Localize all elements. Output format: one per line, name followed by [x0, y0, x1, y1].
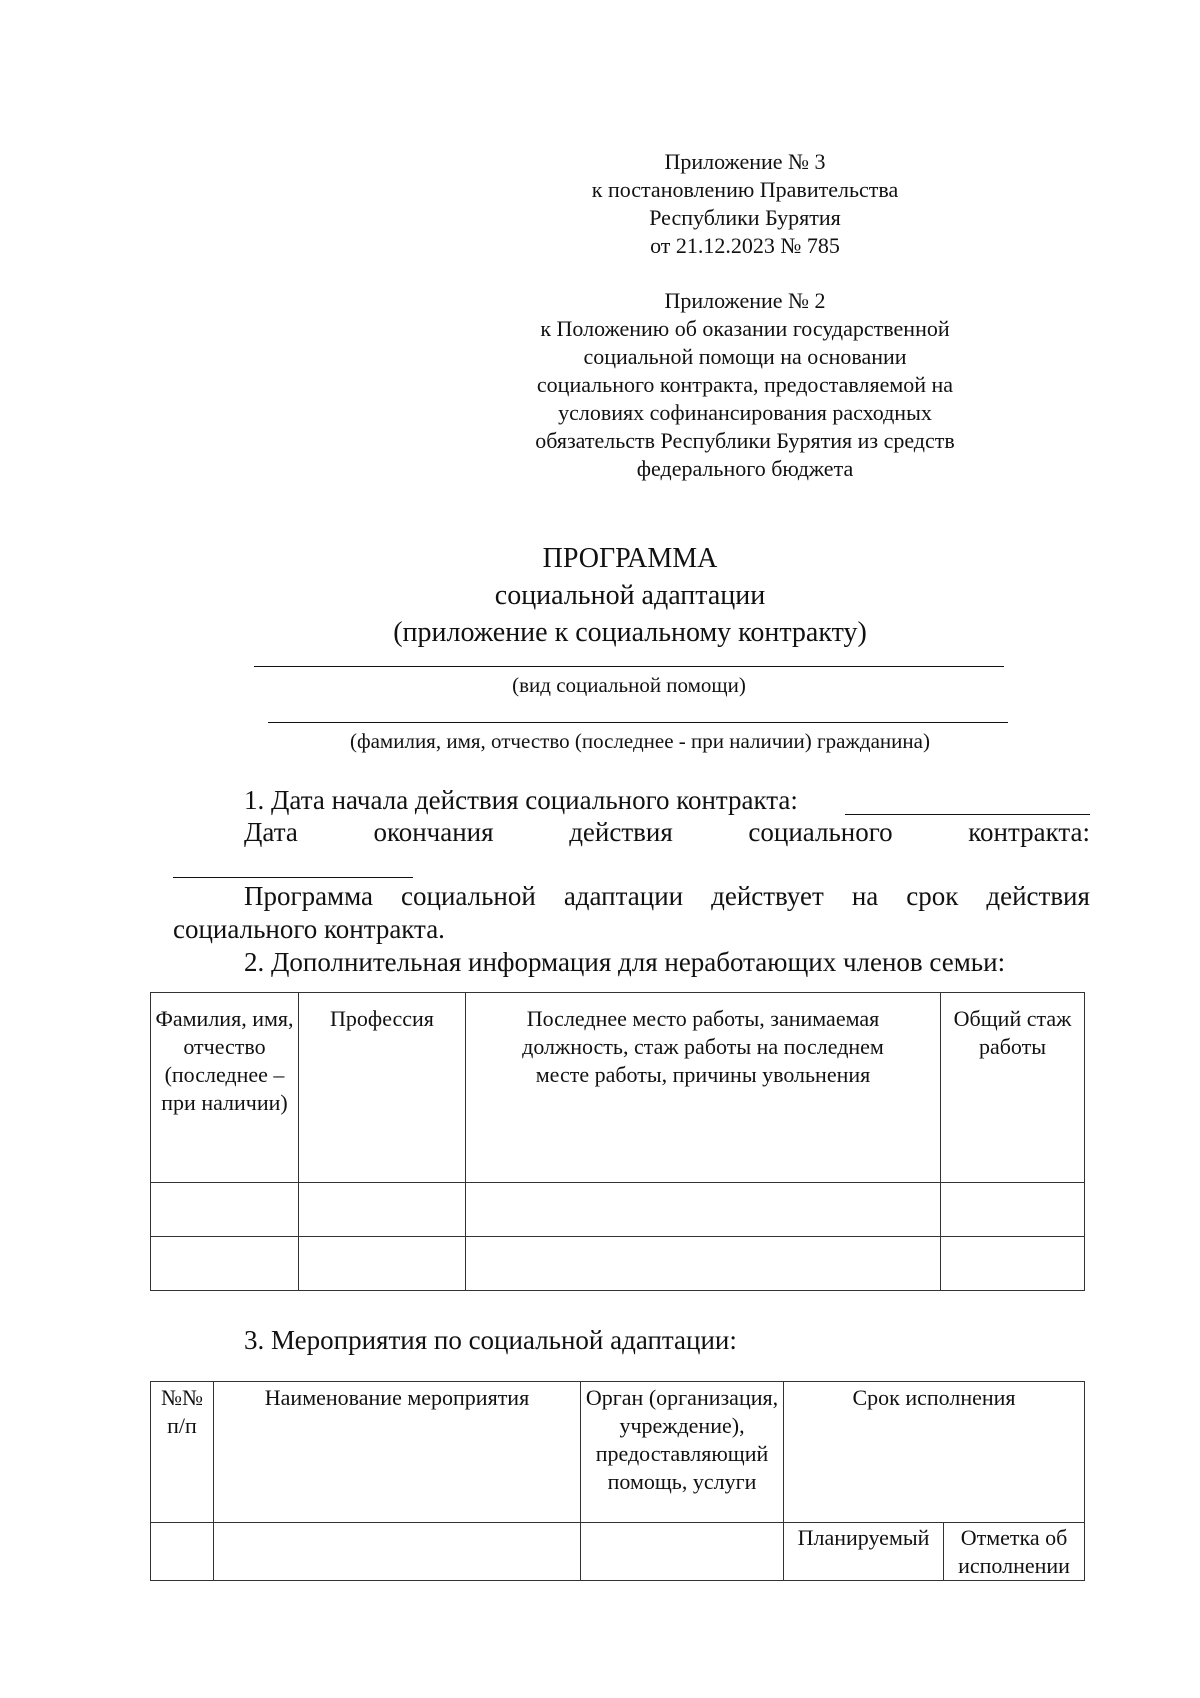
contract-end-word: действия [569, 817, 673, 847]
col-last-job-header: Последнее место работы, занимаемая должность, стаж работы на последнем месте работы, причины увольнения [466, 993, 941, 1183]
appendix-ref-line: Республики Бурятия [649, 205, 841, 230]
table-cell[interactable] [466, 1237, 941, 1291]
table-cell[interactable] [466, 1183, 941, 1237]
title-main: ПРОГРАММА [542, 543, 718, 574]
table-row [151, 1237, 1085, 1291]
table-cell[interactable] [151, 1237, 299, 1291]
program-duration-row [244, 880, 1090, 912]
col-planned-header: Планируемый [784, 1523, 944, 1581]
appendix-number: Приложение № 2 [664, 288, 826, 313]
col-deadline-header: Срок исполнения [784, 1382, 1085, 1523]
appendix-date-number: от 21.12.2023 № 785 [650, 233, 840, 258]
program-duration-word: действия [986, 881, 1090, 911]
table-cell[interactable] [214, 1523, 581, 1581]
contract-start-label: 1. Дата начала действия социального контракта: [244, 785, 798, 815]
program-duration-word: Программа [244, 881, 374, 911]
table-cell[interactable] [581, 1523, 784, 1581]
citizen-name-blank-line[interactable] [268, 722, 1008, 723]
program-duration-word: действует [711, 881, 824, 911]
col-number-header: №№ п/п [151, 1382, 214, 1523]
table-cell[interactable] [151, 1183, 299, 1237]
appendix-header-1 [500, 148, 990, 260]
contract-start-blank[interactable] [845, 814, 1090, 815]
document-title [300, 542, 960, 649]
regulation-ref-line: федерального бюджета [636, 456, 854, 481]
adaptation-measures-table [150, 1381, 1085, 1581]
col-provider-header: Орган (организация, учреждение), предоставляющий помощь, услуги [581, 1382, 784, 1523]
col-measure-name-header: Наименование мероприятия [214, 1382, 581, 1523]
regulation-ref-line: к Положению об оказании государственной [540, 316, 950, 341]
col-profession-header: Профессия [299, 993, 466, 1183]
table-subheader-row [151, 1523, 1085, 1581]
program-duration-word: на [851, 881, 879, 911]
contract-end-blank[interactable] [173, 877, 413, 878]
program-duration-line2: социального контракта. [173, 914, 445, 944]
contract-end-word: контракта: [968, 817, 1090, 847]
contract-end-word: Дата [244, 817, 298, 847]
col-full-name-header: Фамилия, имя, отчество (последнее – при наличии) [151, 993, 299, 1183]
contract-end-row [244, 816, 1090, 848]
table-row [151, 1183, 1085, 1237]
regulation-ref-line: условиях софинансирования расходных [558, 400, 932, 425]
program-duration-word: срок [906, 881, 959, 911]
family-members-table [150, 992, 1085, 1291]
table-cell[interactable] [299, 1237, 466, 1291]
appendix-number: Приложение № 3 [664, 149, 826, 174]
appendix-ref-line: к постановлению Правительства [591, 177, 899, 202]
contract-end-word: окончания [373, 817, 494, 847]
appendix-header-2 [490, 287, 1000, 483]
regulation-ref-line: обязательств Республики Бурятия из средств [535, 428, 955, 453]
table-cell[interactable] [299, 1183, 466, 1237]
regulation-ref-line: социального контракта, предоставляемой на [536, 372, 954, 397]
program-duration-word: адаптации [563, 881, 684, 911]
contract-end-word: социального [748, 817, 893, 847]
title-sub: социальной адаптации [494, 580, 766, 611]
col-total-experience-header: Общий стаж работы [941, 993, 1085, 1183]
table-cell[interactable] [941, 1237, 1085, 1291]
table-header-row [151, 1382, 1085, 1523]
section2-heading: 2. Дополнительная информация для неработающих членов семьи: [244, 947, 1006, 977]
table-header-row [151, 993, 1085, 1183]
aid-type-caption: (вид социальной помощи) [512, 673, 746, 697]
citizen-name-caption: (фамилия, имя, отчество (последнее - при наличии) гражданина) [350, 729, 930, 753]
col-completion-mark-header: Отметка об исполнении [944, 1523, 1085, 1581]
table-cell[interactable] [151, 1523, 214, 1581]
aid-type-blank-line[interactable] [254, 666, 1004, 667]
program-duration-word: социальной [401, 881, 536, 911]
table-cell[interactable] [941, 1183, 1085, 1237]
regulation-ref-line: социальной помощи на основании [583, 344, 907, 369]
title-sub: (приложение к социальному контракту) [393, 617, 867, 648]
section3-heading: 3. Мероприятия по социальной адаптации: [244, 1325, 737, 1355]
